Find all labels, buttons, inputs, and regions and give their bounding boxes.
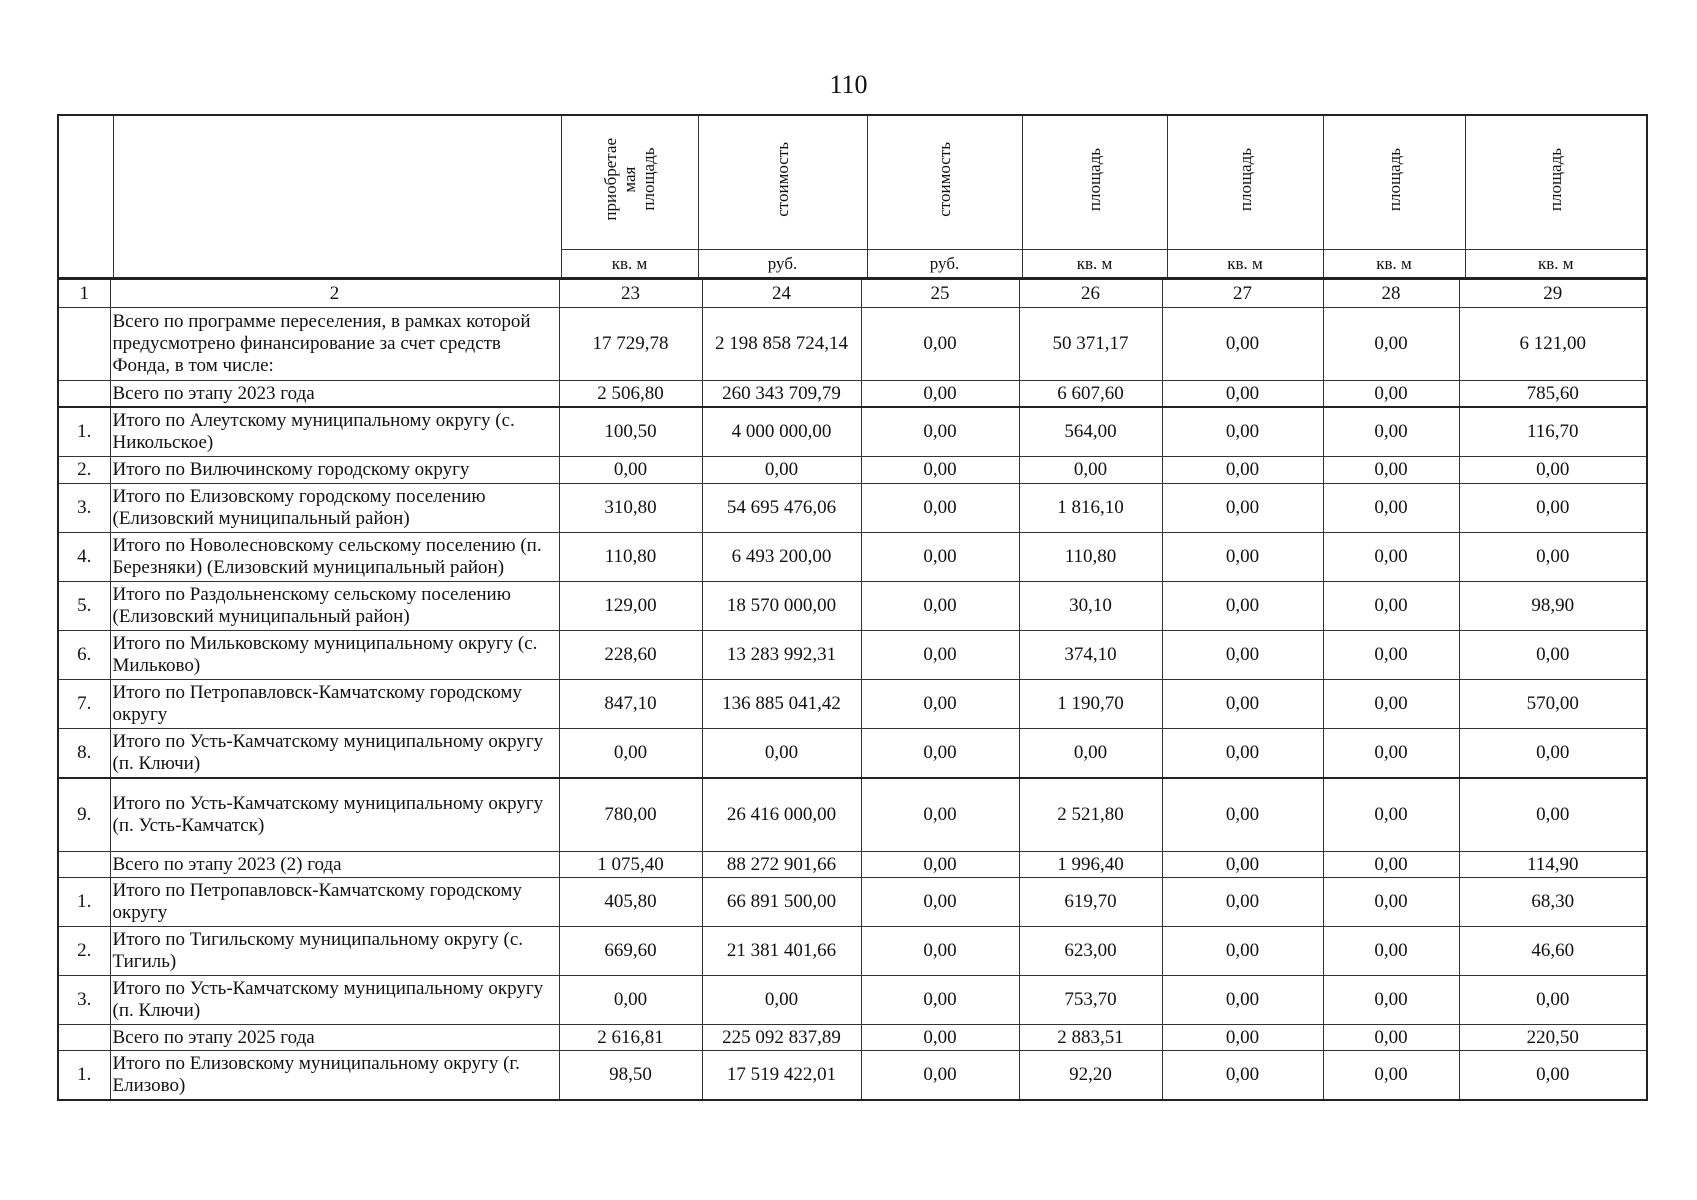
cell-value: 0,00 — [1162, 680, 1323, 729]
cell-value: 50 371,17 — [1019, 308, 1162, 381]
row-name: Всего по этапу 2023 года — [110, 381, 559, 408]
cell-value: 0,00 — [1323, 631, 1459, 680]
cell-value: 0,00 — [1459, 976, 1647, 1025]
cell-value: 2 506,80 — [559, 381, 702, 408]
cell-value: 110,80 — [1019, 533, 1162, 582]
table-row — [58, 729, 1647, 779]
cell-value: 0,00 — [1323, 407, 1459, 457]
cell-value: 0,00 — [1323, 308, 1459, 381]
cell-value: 0,00 — [559, 729, 702, 779]
row-index — [58, 1025, 110, 1051]
cell-value: 0,00 — [861, 927, 1019, 976]
cell-value: 0,00 — [1459, 457, 1647, 484]
row-index: 8. — [58, 729, 110, 779]
cell-value: 564,00 — [1019, 407, 1162, 457]
cell-value: 0,00 — [1162, 778, 1323, 852]
cell-value: 0,00 — [861, 407, 1019, 457]
unit-col-29: кв. м — [1465, 250, 1647, 279]
row-name: Итого по Петропавловск-Камчатскому городскому округу — [110, 680, 559, 729]
cell-value: 374,10 — [1019, 631, 1162, 680]
column-number: 1 — [58, 279, 110, 308]
cell-value: 785,60 — [1459, 381, 1647, 408]
row-name: Итого по Усть-Камчатскому муниципальному округу (п. Усть-Камчатск) — [110, 778, 559, 852]
cell-value: 0,00 — [702, 729, 861, 779]
header-col-28 — [1323, 115, 1465, 250]
cell-value: 46,60 — [1459, 927, 1647, 976]
table-row — [58, 582, 1647, 631]
cell-value: 0,00 — [1019, 729, 1162, 779]
cell-value: 0,00 — [1323, 1025, 1459, 1051]
row-name: Всего по этапу 2023 (2) года — [110, 852, 559, 878]
header-col-24 — [698, 115, 867, 250]
column-number-row — [58, 279, 1647, 308]
page-number: 110 — [829, 70, 868, 99]
row-name: Итого по Елизовскому городскому поселению (Елизовский муниципальный район) — [110, 484, 559, 533]
cell-value: 98,50 — [559, 1051, 702, 1101]
row-name: Итого по Раздольненскому сельскому поселению (Елизовский муниципальный район) — [110, 582, 559, 631]
cell-value: 54 695 476,06 — [702, 484, 861, 533]
row-index: 1. — [58, 1051, 110, 1101]
cell-value: 26 416 000,00 — [702, 778, 861, 852]
unit-col-24: руб. — [698, 250, 867, 279]
header-blank-cell-2 — [113, 115, 561, 278]
cell-value: 0,00 — [1162, 381, 1323, 408]
cell-value: 0,00 — [861, 1025, 1019, 1051]
cell-value: 92,20 — [1019, 1051, 1162, 1101]
row-index — [58, 308, 110, 381]
cell-value: 1 190,70 — [1019, 680, 1162, 729]
cell-value: 6 121,00 — [1459, 308, 1647, 381]
table-row — [58, 533, 1647, 582]
cell-value: 1 816,10 — [1019, 484, 1162, 533]
table-row — [58, 1051, 1647, 1101]
cell-value: 18 570 000,00 — [702, 582, 861, 631]
header-col-26 — [1022, 115, 1167, 250]
table-row — [58, 407, 1647, 457]
cell-value: 0,00 — [1459, 778, 1647, 852]
row-index: 3. — [58, 976, 110, 1025]
column-number: 29 — [1459, 279, 1647, 308]
table-row — [58, 484, 1647, 533]
cell-value: 0,00 — [1162, 533, 1323, 582]
cell-value: 4 000 000,00 — [702, 407, 861, 457]
cell-value: 0,00 — [1459, 484, 1647, 533]
cell-value: 0,00 — [1459, 631, 1647, 680]
cell-value: 0,00 — [1459, 729, 1647, 779]
cell-value: 6 493 200,00 — [702, 533, 861, 582]
cell-value: 228,60 — [559, 631, 702, 680]
cell-value: 30,10 — [1019, 582, 1162, 631]
header-col-23-title: приобретае мая площадь — [601, 138, 658, 221]
row-name: Итого по Мильковскому муниципальному округу (с. Мильково) — [110, 631, 559, 680]
row-index — [58, 852, 110, 878]
row-index: 4. — [58, 533, 110, 582]
cell-value: 225 092 837,89 — [702, 1025, 861, 1051]
unit-col-23: кв. м — [561, 250, 698, 279]
column-number: 26 — [1019, 279, 1162, 308]
header-col-25-title: стоимость — [935, 142, 954, 217]
cell-value: 0,00 — [1323, 778, 1459, 852]
table-row — [58, 631, 1647, 680]
row-index: 1. — [58, 878, 110, 927]
cell-value: 0,00 — [861, 582, 1019, 631]
cell-value: 0,00 — [1323, 457, 1459, 484]
cell-value: 260 343 709,79 — [702, 381, 861, 408]
table-row — [58, 457, 1647, 484]
cell-value: 0,00 — [1323, 1051, 1459, 1101]
cell-value: 0,00 — [1323, 484, 1459, 533]
column-number: 24 — [702, 279, 861, 308]
header-col-27 — [1167, 115, 1323, 250]
row-index: 6. — [58, 631, 110, 680]
cell-value: 0,00 — [861, 680, 1019, 729]
cell-value: 114,90 — [1459, 852, 1647, 878]
cell-value: 0,00 — [1162, 308, 1323, 381]
unit-col-27: кв. м — [1167, 250, 1323, 279]
cell-value: 17 729,78 — [559, 308, 702, 381]
row-name: Итого по Алеутскому муниципальному округу (с. Никольское) — [110, 407, 559, 457]
table-row — [58, 852, 1647, 878]
header-col-28-title: площадь — [1384, 147, 1404, 212]
row-name: Итого по Тигильскому муниципальному округу (с. Тигиль) — [110, 927, 559, 976]
column-number: 23 — [559, 279, 702, 308]
cell-value: 570,00 — [1459, 680, 1647, 729]
cell-value: 0,00 — [861, 533, 1019, 582]
cell-value: 0,00 — [1162, 852, 1323, 878]
cell-value: 116,70 — [1459, 407, 1647, 457]
row-index: 5. — [58, 582, 110, 631]
table-row — [58, 308, 1647, 381]
header-col-26-title: площадь — [1085, 147, 1104, 212]
cell-value: 0,00 — [1019, 457, 1162, 484]
cell-value: 100,50 — [559, 407, 702, 457]
cell-value: 0,00 — [861, 976, 1019, 1025]
table-row — [58, 1025, 1647, 1051]
row-name: Всего по этапу 2025 года — [110, 1025, 559, 1051]
header-col-24-title: стоимость — [773, 142, 792, 217]
cell-value: 405,80 — [559, 878, 702, 927]
cell-value: 1 996,40 — [1019, 852, 1162, 878]
cell-value: 847,10 — [559, 680, 702, 729]
header-blank-cell-1 — [58, 115, 113, 278]
cell-value: 0,00 — [1162, 1025, 1323, 1051]
row-index: 1. — [58, 407, 110, 457]
row-name: Итого по Елизовскому муниципальному округу (г. Елизово) — [110, 1051, 559, 1101]
column-number: 27 — [1162, 279, 1323, 308]
cell-value: 98,90 — [1459, 582, 1647, 631]
row-name: Итого по Вилючинскому городскому округу — [110, 457, 559, 484]
cell-value: 0,00 — [861, 308, 1019, 381]
cell-value: 619,70 — [1019, 878, 1162, 927]
cell-value: 110,80 — [559, 533, 702, 582]
cell-value: 0,00 — [861, 484, 1019, 533]
cell-value: 310,80 — [559, 484, 702, 533]
cell-value: 66 891 500,00 — [702, 878, 861, 927]
cell-value: 2 616,81 — [559, 1025, 702, 1051]
cell-value: 0,00 — [861, 878, 1019, 927]
cell-value: 0,00 — [1459, 1051, 1647, 1101]
cell-value: 0,00 — [1162, 631, 1323, 680]
row-name: Итого по Новолесновскому сельскому поселению (п. Березняки) (Елизовский муниципальный район) — [110, 533, 559, 582]
cell-value: 0,00 — [1162, 927, 1323, 976]
unit-col-28: кв. м — [1323, 250, 1465, 279]
cell-value: 1 075,40 — [559, 852, 702, 878]
cell-value: 0,00 — [1162, 407, 1323, 457]
cell-value: 0,00 — [1323, 927, 1459, 976]
cell-value: 220,50 — [1459, 1025, 1647, 1051]
cell-value: 753,70 — [1019, 976, 1162, 1025]
cell-value: 0,00 — [861, 457, 1019, 484]
cell-value: 88 272 901,66 — [702, 852, 861, 878]
cell-value: 0,00 — [1323, 533, 1459, 582]
cell-value: 17 519 422,01 — [702, 1051, 861, 1101]
cell-value: 669,60 — [559, 927, 702, 976]
cell-value: 780,00 — [559, 778, 702, 852]
cell-value: 0,00 — [861, 381, 1019, 408]
cell-value: 0,00 — [1162, 976, 1323, 1025]
cell-value: 0,00 — [1162, 1051, 1323, 1101]
cell-value: 2 521,80 — [1019, 778, 1162, 852]
unit-col-26: кв. м — [1022, 250, 1167, 279]
cell-value: 0,00 — [1323, 878, 1459, 927]
row-index: 2. — [58, 927, 110, 976]
table-row — [58, 927, 1647, 976]
cell-value: 68,30 — [1459, 878, 1647, 927]
cell-value: 21 381 401,66 — [702, 927, 861, 976]
row-name: Итого по Усть-Камчатскому муниципальному округу (п. Ключи) — [110, 729, 559, 779]
table-row — [58, 381, 1647, 408]
cell-value: 0,00 — [1323, 381, 1459, 408]
header-col-23 — [561, 115, 698, 250]
column-number: 28 — [1323, 279, 1459, 308]
cell-value: 0,00 — [861, 729, 1019, 779]
cell-value: 6 607,60 — [1019, 381, 1162, 408]
table-row — [58, 778, 1647, 852]
table-row — [58, 680, 1647, 729]
cell-value: 136 885 041,42 — [702, 680, 861, 729]
row-index: 2. — [58, 457, 110, 484]
header-col-27-title: площадь — [1235, 147, 1255, 212]
row-name: Итого по Усть-Камчатскому муниципальному округу (п. Ключи) — [110, 976, 559, 1025]
row-name: Всего по программе переселения, в рамках которой предусмотрено финансирование за счет средств Фонда, в том числе: — [110, 308, 559, 381]
row-index — [58, 381, 110, 408]
cell-value: 0,00 — [559, 457, 702, 484]
column-number: 2 — [110, 279, 559, 308]
table-header — [57, 114, 1648, 279]
cell-value: 0,00 — [1459, 533, 1647, 582]
cell-value: 0,00 — [1323, 582, 1459, 631]
cell-value: 0,00 — [861, 631, 1019, 680]
cell-value: 0,00 — [861, 852, 1019, 878]
cell-value: 0,00 — [1323, 729, 1459, 779]
table-row — [58, 878, 1647, 927]
row-index: 3. — [58, 484, 110, 533]
cell-value: 2 198 858 724,14 — [702, 308, 861, 381]
cell-value: 623,00 — [1019, 927, 1162, 976]
header-col-25 — [867, 115, 1022, 250]
cell-value: 0,00 — [1162, 484, 1323, 533]
cell-value: 13 283 992,31 — [702, 631, 861, 680]
cell-value: 0,00 — [559, 976, 702, 1025]
cell-value: 129,00 — [559, 582, 702, 631]
cell-value: 0,00 — [702, 457, 861, 484]
cell-value: 0,00 — [1323, 852, 1459, 878]
cell-value: 0,00 — [861, 778, 1019, 852]
cell-value: 0,00 — [1162, 878, 1323, 927]
data-table — [57, 278, 1648, 1101]
cell-value: 0,00 — [1323, 680, 1459, 729]
cell-value: 0,00 — [1162, 457, 1323, 484]
table-row — [58, 976, 1647, 1025]
cell-value: 0,00 — [1323, 976, 1459, 1025]
column-number: 25 — [861, 279, 1019, 308]
cell-value: 2 883,51 — [1019, 1025, 1162, 1051]
cell-value: 0,00 — [1162, 729, 1323, 779]
row-index: 9. — [58, 778, 110, 852]
row-name: Итого по Петропавловск-Камчатскому городскому округу — [110, 878, 559, 927]
cell-value: 0,00 — [1162, 582, 1323, 631]
unit-col-25: руб. — [867, 250, 1022, 279]
cell-value: 0,00 — [861, 1051, 1019, 1101]
cell-value: 0,00 — [702, 976, 861, 1025]
header-col-29 — [1465, 115, 1647, 250]
row-index: 7. — [58, 680, 110, 729]
header-col-29-title: площадь — [1546, 147, 1566, 212]
